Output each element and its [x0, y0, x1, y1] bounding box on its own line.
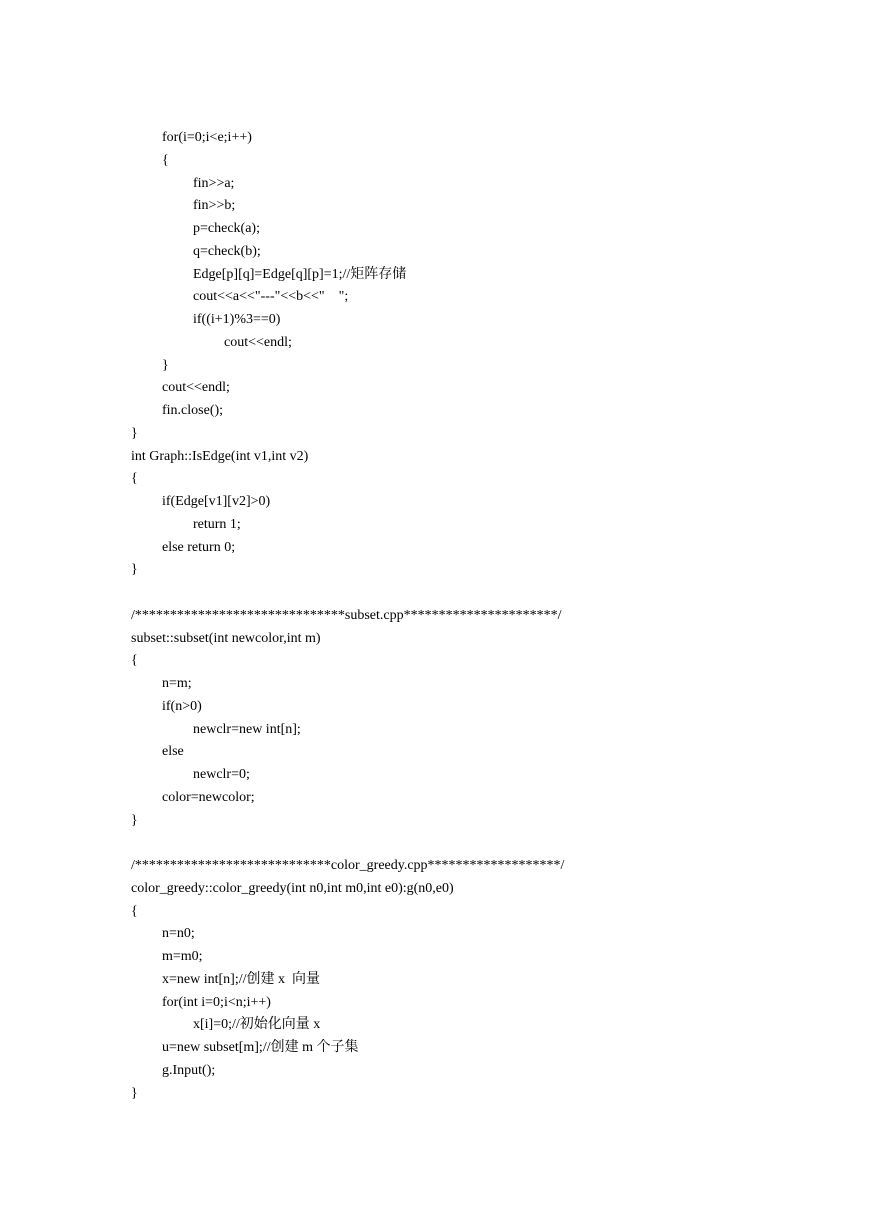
code-line: for(int i=0;i<n;i++) — [162, 994, 271, 1010]
code-line: Edge[p][q]=Edge[q][p]=1;//矩阵存储 — [193, 266, 407, 282]
code-line: fin>>a; — [193, 175, 235, 191]
code-line: x=new int[n];//创建 x 向量 — [162, 971, 320, 987]
code-line: { — [131, 471, 138, 487]
code-line: color=newcolor; — [162, 789, 255, 805]
code-line: if(Edge[v1][v2]>0) — [162, 494, 271, 509]
code-line: newclr=new int[n]; — [193, 721, 301, 737]
code-line: else — [162, 744, 184, 760]
code-line — [131, 832, 564, 855]
code-line: } — [131, 425, 138, 441]
code-line: return 1; — [193, 516, 241, 532]
code-line: u=new subset[m];//创建 m 个子集 — [162, 1040, 359, 1055]
code-line: g.Input(); — [162, 1062, 216, 1078]
code-line: fin>>b; — [193, 198, 236, 214]
code-line: color_greedy::color_greedy(int n0,int m0,int e0):g(n0,e0) — [131, 880, 454, 896]
code-line: cout<<a<<"---"<<b<<" "; — [193, 289, 349, 305]
code-line: if((i+1)%3==0) — [193, 312, 281, 327]
code-line: cout<<endl; — [162, 380, 230, 396]
code-line: } — [131, 1085, 138, 1101]
code-line: { — [162, 152, 169, 168]
code-line: int Graph::IsEdge(int v1,int v2) — [131, 448, 309, 464]
code-line: p=check(a); — [193, 221, 260, 236]
code-line: n=m; — [162, 676, 192, 691]
code-line: else return 0; — [162, 539, 236, 555]
code-line: for(i=0;i<e;i++) — [162, 130, 252, 145]
code-line: q=check(b); — [193, 243, 261, 259]
code-line — [131, 582, 564, 605]
code-line: /******************************subset.cpp**********************/ — [131, 607, 562, 623]
code-line: { — [131, 653, 138, 669]
code-line: } — [131, 812, 138, 828]
code-line: cout<<endl; — [224, 334, 292, 350]
code-line: } — [162, 357, 169, 373]
code-line: subset::subset(int newcolor,int m) — [131, 630, 321, 646]
code-line: } — [131, 562, 138, 578]
code-line: m=m0; — [162, 949, 203, 964]
code-line: x[i]=0;//初始化向量 x — [193, 1017, 321, 1033]
code-line: fin.close(); — [162, 403, 224, 418]
code-line: n=n0; — [162, 926, 195, 942]
code-line: { — [131, 903, 138, 919]
code-line: /****************************color_greedy.cpp*******************/ — [131, 858, 565, 873]
code-line: newclr=0; — [193, 767, 250, 782]
code-listing — [131, 127, 564, 1105]
code-line: if(n>0) — [162, 698, 202, 714]
